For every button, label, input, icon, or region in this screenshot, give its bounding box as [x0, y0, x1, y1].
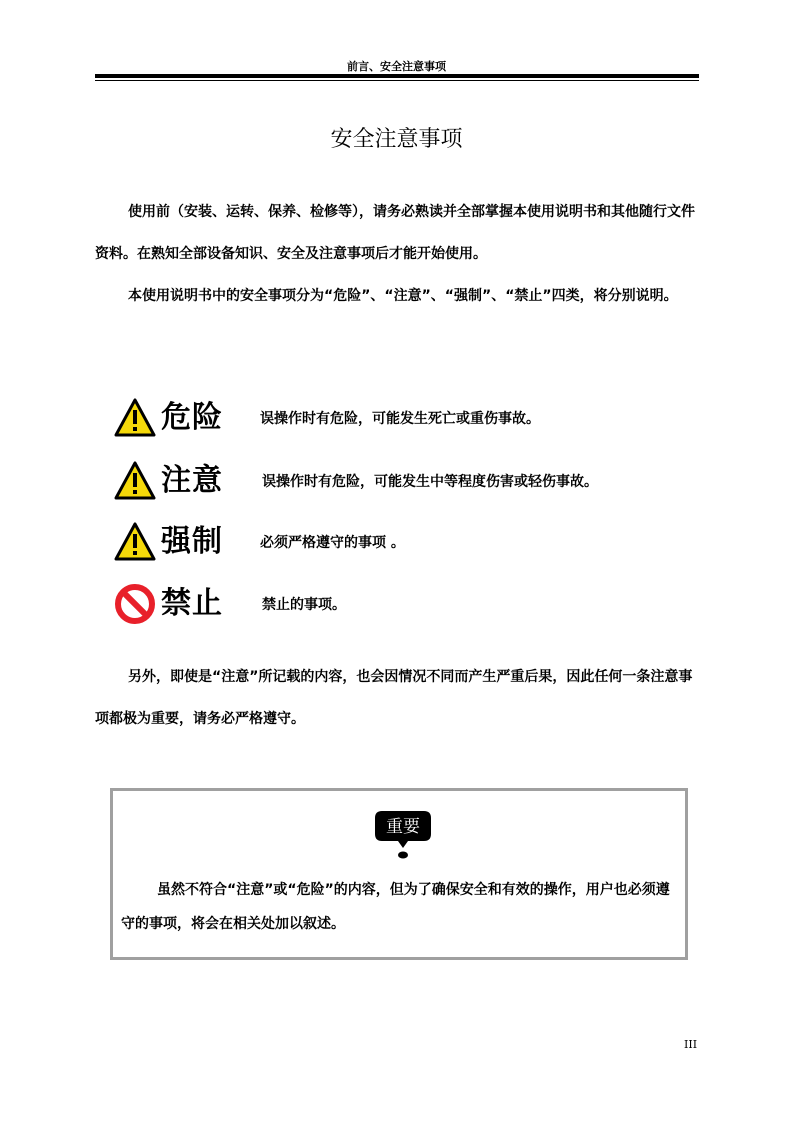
page-title: 安全注意事项 [330, 127, 463, 152]
header-rule-thin [95, 80, 699, 81]
level-row-danger [114, 396, 714, 442]
important-notice-text: 虽然不符合“注意”或“危险”的内容，但为了确保安全和有效的操作，用户也必须遵守的事项，将会在相关处加以叙述。 [121, 882, 670, 932]
level-description: 误操作时有危险，可能发生中等程度伤害或轻伤事故。 [262, 474, 598, 490]
level-label: 注意 [161, 463, 223, 498]
level-description: 禁止的事项。 [262, 597, 346, 613]
prohibition-icon [114, 584, 156, 624]
warning-triangle-icon [114, 522, 156, 562]
level-label: 危险 [161, 400, 223, 435]
header-title: 前言、安全注意事项 [347, 60, 446, 73]
intro-paragraph-1: 使用前（安装、运转、保养、检修等），请务必熟读并全部掌握本使用说明书和其他随行文件资料。在熟知全部设备知识、安全及注意事项后才能开始使用。 [95, 204, 695, 262]
level-row-caution [114, 459, 714, 505]
important-badge-icon [372, 808, 434, 860]
page-number: III [684, 1038, 698, 1051]
closing-paragraph: 另外，即使是“注意”所记载的内容，也会因情况不同而产生严重后果，因此任何一条注意事项都极为重要，请务必严格遵守。 [95, 669, 693, 727]
level-label: 禁止 [161, 586, 223, 621]
intro-paragraph-2: 本使用说明书中的安全事项分为“危险”、“注意”、“强制”、“禁止”四类，将分别说明。 [128, 288, 678, 304]
header-rule-thick [95, 74, 699, 78]
level-description: 必须严格遵守的事项 。 [260, 535, 405, 551]
warning-triangle-icon [114, 461, 156, 501]
important-badge-label: 重要 [386, 817, 420, 837]
important-notice-box [110, 788, 688, 960]
level-label: 强制 [161, 524, 223, 559]
warning-triangle-icon [114, 398, 156, 438]
level-row-prohibited [114, 582, 714, 628]
level-description: 误操作时有危险，可能发生死亡或重伤事故。 [260, 411, 540, 427]
level-row-mandatory [114, 520, 714, 566]
